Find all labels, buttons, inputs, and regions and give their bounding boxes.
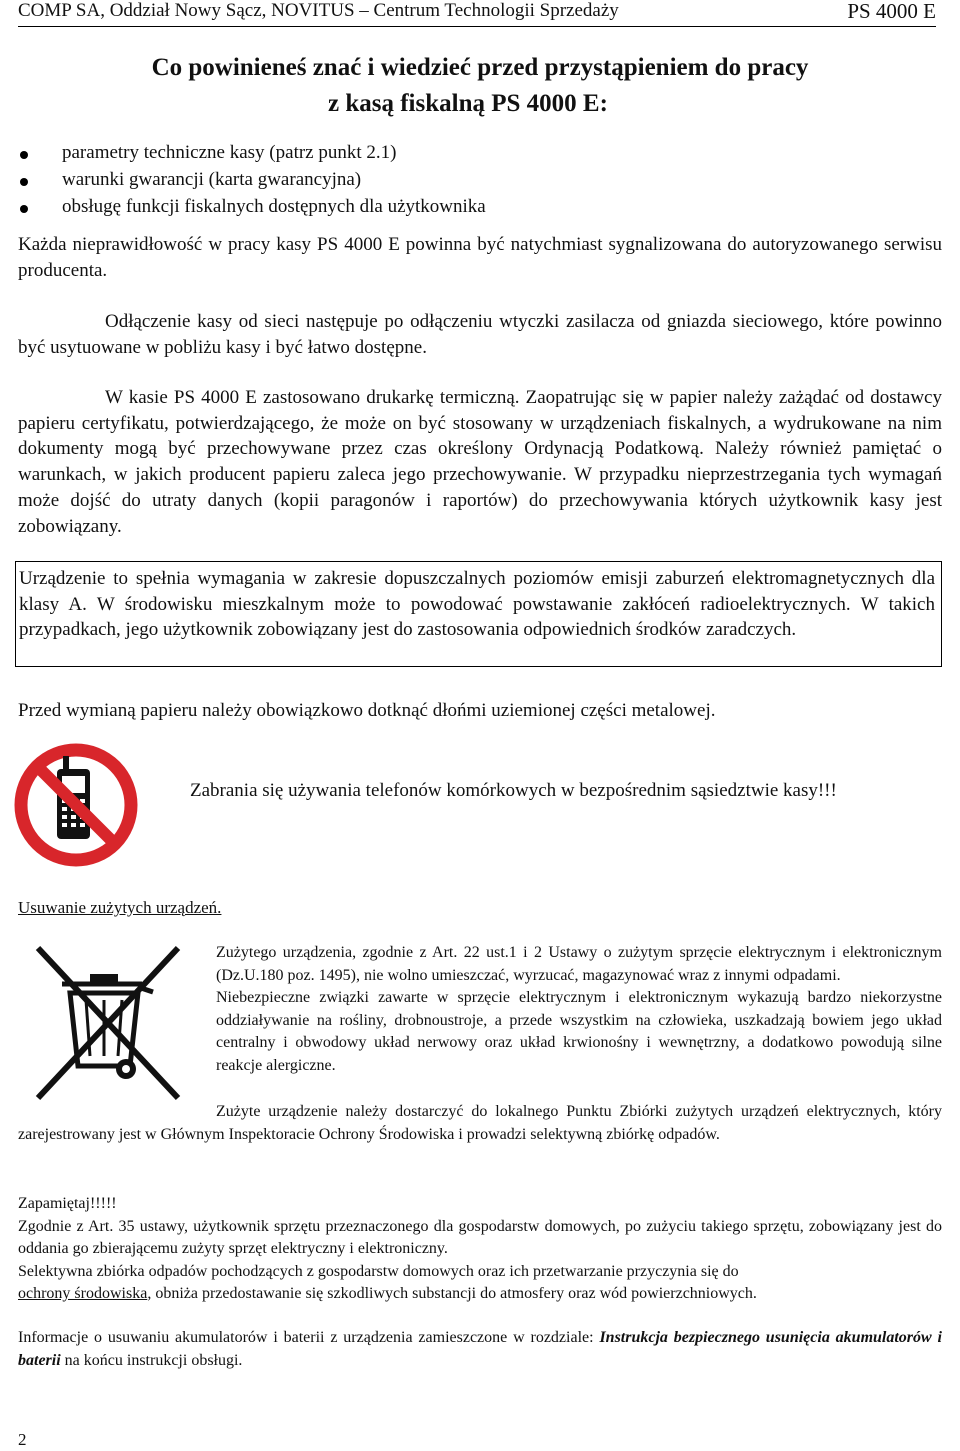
manual-section-reference: Instrukcja bezpiecznego usunięcia akumulatorów i baterii [18,1329,943,1369]
list-item: parametry techniczne kasy (patrz punkt 2.1) [20,142,920,169]
disposal-paragraph: Zużyte urządzenie należy dostarczyć do lokalnego Punktu Zbiórki zużytych urządzeń elektrycznych, który zarejestrowany jest w Głównym Inspektoracie Ochrony Środowiska i prowadzi selektywną zbiórkę odpadów. [18,1103,942,1143]
paper-change-paragraph: Przed wymianą papieru należy obowiązkowo dotknąć dłońmi uziemionej części metalowej. [18,700,716,721]
header-company: COMP SA, Oddział Nowy Sącz, NOVITUS – Centrum Technologii Sprzedaży [18,0,619,21]
printer-paragraph: W kasie PS 4000 E zastosowano drukarkę termiczną. Zaopatrując się w papier należy zażądać od dostawcy papieru certyfikatu, potwierdzającego, że może on być stosowany w urządzeniach fiskalnych, a wydrukowane na nim dokumenty mogą być przechowywane przez czas określony Ordynacją Podatkową. Należy również pamiętać o warunkach, w jakich producent papieru zaleca jego przechowywanie. W przypadku nieprzestrzegania tych wymagań może dojść do utraty danych (kopii paragonów i raportów) do przechowywania których użytkownik kasy jest zobowiązany. [18,387,942,537]
page-number: 2 [18,1430,27,1449]
page-title-line2: z kasą fiskalną PS 4000 E: [328,90,608,117]
disconnect-paragraph: Odłączenie kasy od sieci następuje po odłączeniu wtyczki zasilacza od gniazda sieciowego, które powinno być usytuowane w pobliżu kasy i być łatwo dostępne. [18,311,942,358]
page-header [18,0,936,27]
page-title: Co powinieneś znać i wiedzieć przed przystąpieniem do pracy [151,54,809,81]
header-model: PS 4000 E [847,0,936,23]
phone-prohibition-text: Zabrania się używania telefonów komórkowych w bezpośrednim sąsiedztwie kasy!!! [190,780,837,801]
battery-info: Informacje o usuwaniu akumulatorów i baterii z urządzenia zamieszczone w rozdziale: Instrukcja bezpiecznego usunięcia akumulatorów i baterii na końcu instrukcji obsługi. [18,1329,943,1369]
list-item: obsługę funkcji fiskalnych dostępnych dla użytkownika [20,196,920,223]
disposal-heading: Usuwanie zużytych urządzeń. [18,898,222,917]
disposal-text [216,942,942,1077]
bullet-icon [20,178,28,186]
reminder-paragraph: Zgodnie z Art. 35 ustawy, użytkownik sprzętu przeznaczonego dla gospodarstw domowych, po zużyciu takiego sprzętu, zobowiązany jest do oddania go zbierającemu zużyty sprzęt elektryczny i elektroniczny. [18,1217,942,1257]
reminder-heading: Zapamiętaj!!!!! [18,1195,117,1212]
emc-notice-box: Urządzenie to spełnia wymagania w zakresie dopuszczalnych poziomów emisji zaburzeń elektromagnetycznych dla klasy A. W środowisku mieszkalnym może to powodować powstawanie zakłóceń radioelektrycznych. W takich przypadkach, jego użytkownik zobowiązany jest do zastosowania odpowiednich środków zaradczych. [15,561,942,667]
disposal-paragraph: Niebezpieczne związki zawarte w sprzęcie elektrycznym i elektronicznym wykazują bardzo niekorzystne oddziaływanie na rośliny, drobnoustroje, a przede wszystkim na człowieka, uszkadzają bowiem jego układ centralny i obwodowy układ nerwowy oraz układ krwionośny i wewnętrzny, a dodatkowo powodują silne reakcje alergiczne. [216,989,942,1074]
disposal-text-continued [18,1101,942,1146]
reminder-section [18,1193,942,1306]
no-mobile-phone-icon [12,742,140,868]
reminder-paragraph: Selektywna zbiórka odpadów pochodzących z gospodarstw domowych oraz ich przetwarzanie przyczynia się do ochrony środowiska, obniża przedostawanie się szkodliwych substancji do atmosfery oraz wód powierzchniowych. [18,1262,757,1302]
bullet-icon [20,205,28,213]
bullet-list [20,142,920,223]
defects-paragraph: Każda nieprawidłowość w pracy kasy PS 4000 E powinna być natychmiast sygnalizowana do autoryzowanego serwisu producenta. [18,234,942,281]
bullet-icon [20,151,28,159]
crossed-out-wheelie-bin-icon [18,938,193,1108]
environment-link-text: ochrony środowiska [18,1285,148,1302]
list-item: warunki gwarancji (karta gwarancyjna) [20,169,920,196]
disposal-paragraph: Zużytego urządzenia, zgodnie z Art. 22 ust.1 i 2 Ustawy o zużytym sprzęcie elektrycznym i elektronicznym (Dz.U.180 poz. 1495), nie wolno umieszczać, wyrzucać, magazynować wraz z innymi odpadami. [216,944,942,984]
